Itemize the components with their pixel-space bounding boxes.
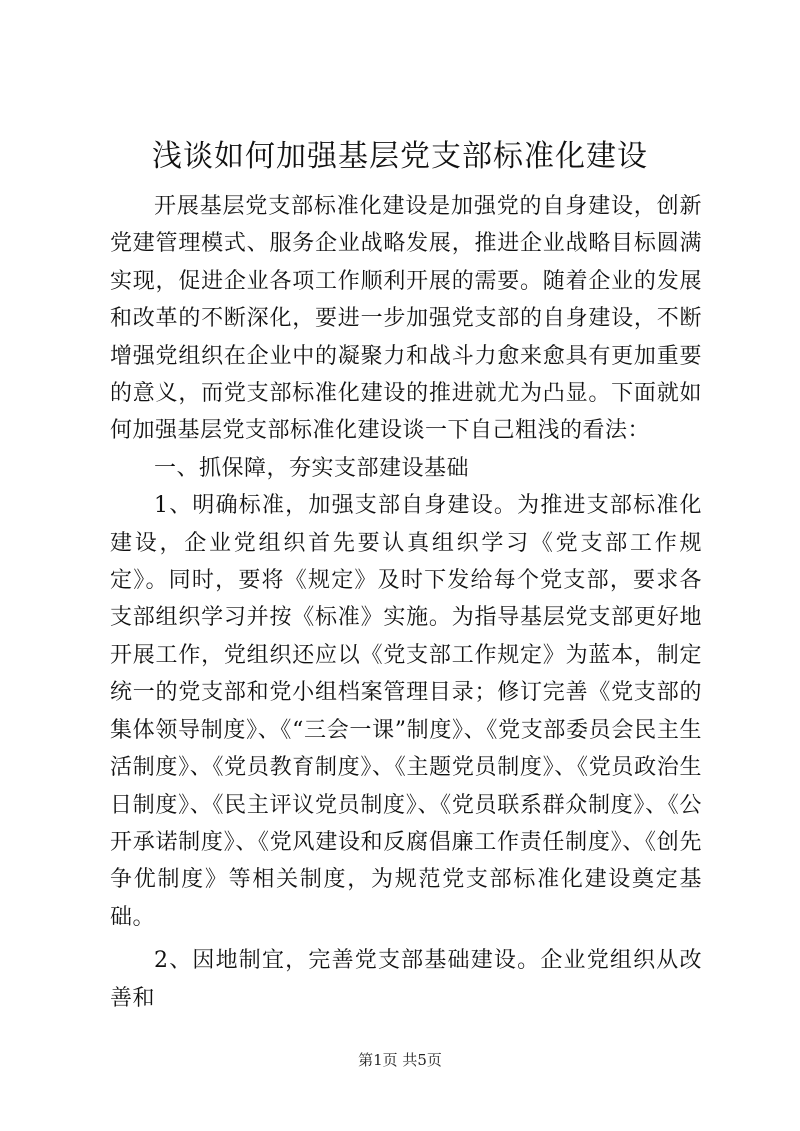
paragraph-intro: 开展基层党支部标准化建设是加强党的自身建设，创新党建管理模式、服务企业战略发展，推进企业战略目标圆满实现，促进企业各项工作顺利开展的需要。随着企业的发展和改革的不断深化，要进一步加强党支部的自身建设，不断增强党组织在企业中的凝聚力和战斗力愈来愈具有更加重要的意义，而党支部标准化建设的推进就尤为凸显。下面就如何加强基层党支部标准化建设谈一下自己粗浅的看法： xyxy=(110,194,702,444)
section-heading: 一、抓保障，夯实支部建设基础 xyxy=(154,455,470,481)
paragraph-point-2: 2、因地制宜，完善党支部基础建设。企业党组织从改善和 xyxy=(110,948,702,1011)
page-number-footer: 第1页 共5页 xyxy=(358,1051,442,1069)
document-title: 浅谈如何加强基层党支部标准化建设 xyxy=(152,139,648,174)
paragraph-point-1: 1、明确标准，加强支部自身建设。为推进支部标准化建设，企业党组织首先要认真组织学习《党支部工作规定》。同时，要将《规定》及时下发给每个党支部，要求各支部组织学习并按《标准》实施。为指导基层党支部更好地开展工作，党组织还应以《党支部工作规定》为蓝本，制定统一的党支部和党小组档案管理目录；修订完善《党支部的集体领导制度》、《“三会一课”制度》、《党支部委员会民主生活制度》、《党员教育制度》、《主题党员制度》、《党员政治生日制度》、《民主评议党员制度》、《党员联系群众制度》、《公开承诺制度》、《党风建设和反腐倡廉工作责任制度》、《创先争优制度》等相关制度，为规范党支部标准化建设奠定基础。 xyxy=(110,493,702,930)
document-body xyxy=(110,188,702,1017)
